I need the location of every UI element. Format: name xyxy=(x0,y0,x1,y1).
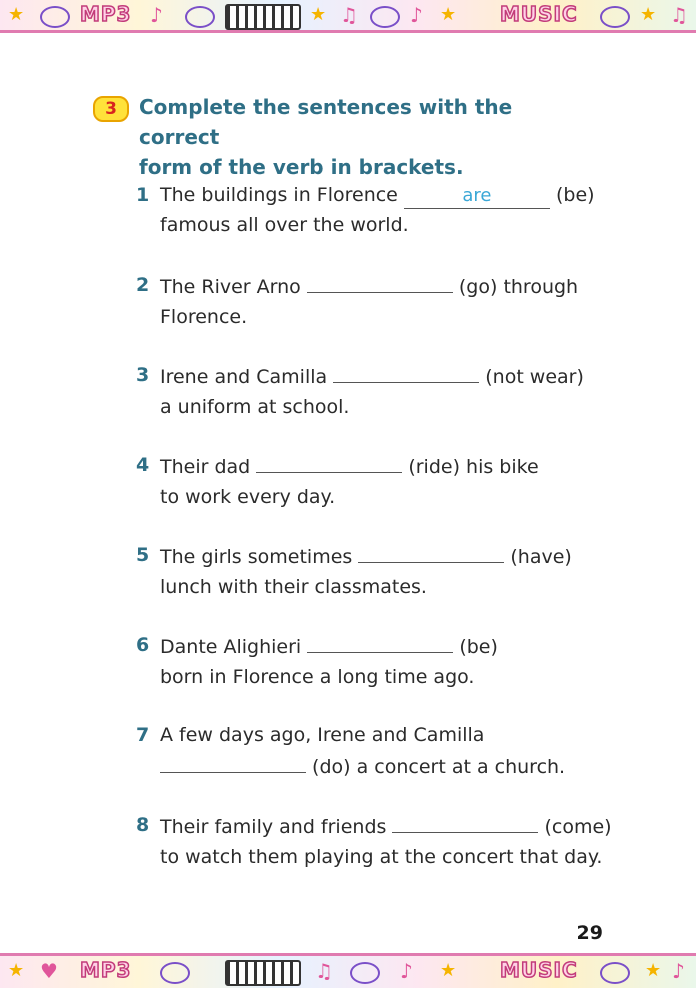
music-note-icon: ♫ xyxy=(340,3,358,27)
answer-blank[interactable] xyxy=(392,810,538,833)
sentence-item-8 xyxy=(136,810,656,872)
answer-blank[interactable] xyxy=(333,360,479,383)
verb-hint: (have) xyxy=(510,546,572,568)
sentence-text: A few days ago, Irene and Camilla xyxy=(160,724,485,746)
verb-hint: (come) xyxy=(544,816,612,838)
swirl-icon xyxy=(185,6,215,28)
star-icon: ★ xyxy=(440,960,457,981)
item-number: 2 xyxy=(136,274,150,296)
verb-hint: (be) xyxy=(459,636,498,658)
star-icon: ★ xyxy=(8,4,25,25)
sentence-text: Their dad xyxy=(160,456,251,478)
instruction-line-2: form of the verb in brackets. xyxy=(139,155,464,179)
music-note-icon: ♥ xyxy=(40,959,58,983)
answer-blank[interactable] xyxy=(307,270,453,293)
item-number: 6 xyxy=(136,634,150,656)
sentence-text: Irene and Camilla xyxy=(160,366,328,388)
star-icon: ★ xyxy=(310,4,327,25)
sentence-continuation: lunch with their classmates. xyxy=(160,576,427,598)
music-logo-text: MUSIC xyxy=(500,958,578,982)
verb-hint: (go) through xyxy=(458,276,579,298)
star-icon: ★ xyxy=(645,960,662,981)
music-note-icon: ♪ xyxy=(672,959,685,983)
verb-hint: (do) a concert at a church. xyxy=(312,756,566,778)
verb-hint: (ride) his bike xyxy=(408,456,539,478)
music-note-icon: ♪ xyxy=(410,3,423,27)
answer-blank[interactable] xyxy=(307,630,453,653)
sentence-item-4 xyxy=(136,450,616,512)
mp3-logo-text: MP3 xyxy=(80,958,132,982)
sentence-continuation: a uniform at school. xyxy=(160,396,350,418)
bottom-decorative-border xyxy=(0,953,696,988)
music-logo-text: MUSIC xyxy=(500,2,578,26)
sentence-text: The buildings in Florence xyxy=(160,184,398,206)
sentence-item-7 xyxy=(136,720,616,782)
instruction-line-1: Complete the sentences with the correct xyxy=(139,95,513,149)
swirl-icon xyxy=(350,962,380,984)
exercise-number-badge: 3 xyxy=(93,96,129,122)
answer-blank[interactable] xyxy=(160,750,306,773)
sentence-continuation: to watch them playing at the concert that day. xyxy=(160,846,603,868)
mp3-logo-text: MP3 xyxy=(80,2,132,26)
swirl-icon xyxy=(40,6,70,28)
answer-blank[interactable]: are xyxy=(404,186,550,209)
music-note-icon: ♫ xyxy=(670,3,688,27)
music-note-icon: ♪ xyxy=(150,3,163,27)
sentence-item-1 xyxy=(136,180,616,240)
item-number: 8 xyxy=(136,814,150,836)
item-number: 4 xyxy=(136,454,150,476)
sentence-text: The River Arno xyxy=(160,276,301,298)
page-number: 29 xyxy=(576,922,603,944)
star-icon: ★ xyxy=(8,960,25,981)
sentence-item-2 xyxy=(136,270,616,332)
sentence-text: Their family and friends xyxy=(160,816,387,838)
answer-blank[interactable] xyxy=(256,450,402,473)
verb-hint: (be) xyxy=(555,184,595,206)
piano-keys-icon xyxy=(225,960,301,986)
item-number: 3 xyxy=(136,364,150,386)
music-note-icon: ♫ xyxy=(315,959,333,983)
music-note-icon: ♪ xyxy=(400,959,413,983)
sentence-continuation: born in Florence a long time ago. xyxy=(160,666,475,688)
swirl-icon xyxy=(600,962,630,984)
swirl-icon xyxy=(160,962,190,984)
sentence-continuation: famous all over the world. xyxy=(160,214,409,236)
item-number: 5 xyxy=(136,544,150,566)
sentence-text: Dante Alighieri xyxy=(160,636,302,658)
swirl-icon xyxy=(370,6,400,28)
top-decorative-border xyxy=(0,0,696,33)
verb-hint: (not wear) xyxy=(485,366,584,388)
sentence-item-3 xyxy=(136,360,616,422)
star-icon: ★ xyxy=(640,4,657,25)
swirl-icon xyxy=(600,6,630,28)
sentence-continuation: Florence. xyxy=(160,306,248,328)
sentence-continuation: to work every day. xyxy=(160,486,336,508)
sentence-text: The girls sometimes xyxy=(160,546,353,568)
item-number: 1 xyxy=(136,184,150,206)
sentence-item-6 xyxy=(136,630,616,692)
exercise-instruction xyxy=(139,92,599,182)
answer-blank[interactable] xyxy=(358,540,504,563)
item-number: 7 xyxy=(136,724,150,746)
piano-keys-icon xyxy=(225,4,301,30)
sentence-item-5 xyxy=(136,540,616,602)
star-icon: ★ xyxy=(440,4,457,25)
